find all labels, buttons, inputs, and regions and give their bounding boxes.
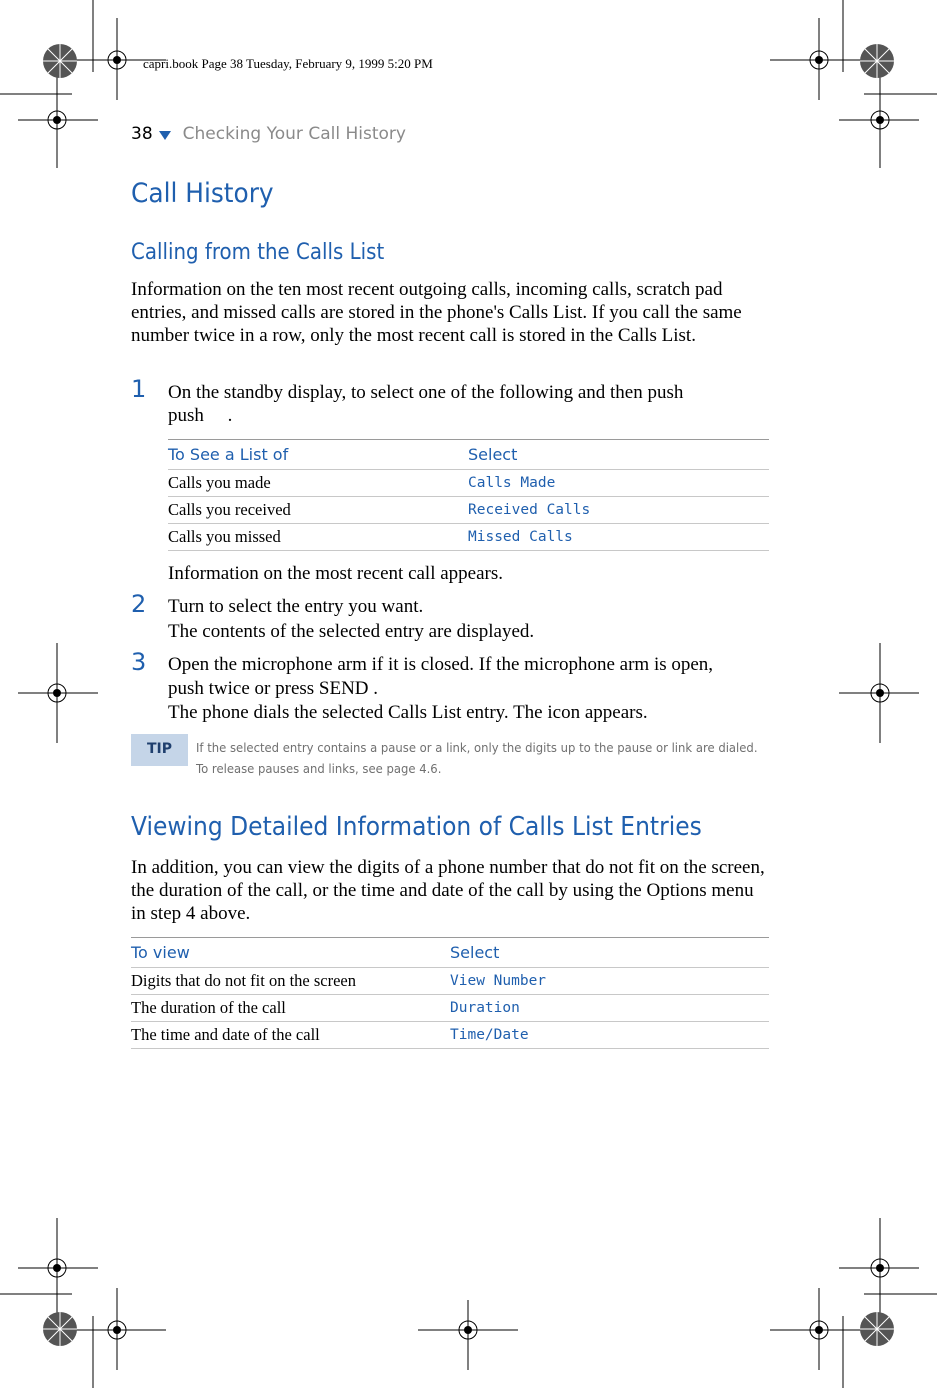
page-number: 38 xyxy=(131,124,153,144)
section1-intro: Information on the ten most recent outgoing calls, incoming calls, scratch pad entries, and missed calls are stored in the phone's Calls List. If you call the same number twice in a row, only the most recent call is stored in the Calls List. xyxy=(131,279,742,346)
after-table-text: Information on the most recent call appears. xyxy=(168,563,504,584)
calls-list-table xyxy=(168,439,769,551)
table-row xyxy=(131,1022,769,1049)
table-row xyxy=(168,470,769,497)
step-number: 2 xyxy=(131,590,147,618)
step-number: 3 xyxy=(131,648,147,676)
page-title: Call History xyxy=(131,178,274,209)
column-header: To view xyxy=(131,938,450,968)
step-number: 1 xyxy=(131,375,147,403)
table-row xyxy=(168,524,769,551)
table-row xyxy=(131,995,769,1022)
step-text: push twice or press SEND . xyxy=(168,678,379,699)
running-header xyxy=(131,124,406,144)
triangle-bullet-icon xyxy=(159,131,171,140)
tip-text xyxy=(196,737,771,779)
tip-line: To release pauses and links, see page 4.6. xyxy=(196,761,442,776)
step-text: On the standby display, to select one of the following and then push xyxy=(168,382,684,403)
menu-option: Duration xyxy=(450,995,769,1022)
table-cell: Digits that do not fit on the screen xyxy=(131,968,450,995)
table-cell: Calls you made xyxy=(168,470,468,497)
step-text: Turn to select the entry you want. xyxy=(168,596,424,617)
section1-heading: Calling from the Calls List xyxy=(131,240,385,265)
table-cell: The duration of the call xyxy=(131,995,450,1022)
menu-option: Calls Made xyxy=(468,470,769,497)
menu-option: Time/Date xyxy=(450,1022,769,1049)
table-row xyxy=(168,497,769,524)
step-text: Open the microphone arm if it is closed. If the microphone arm is open, xyxy=(168,654,714,675)
step-text: push . xyxy=(168,405,233,426)
section2-intro: In addition, you can view the digits of a phone number that do not fit on the screen, the duration of the call, or the time and date of the call by using the Options menu in step 4 above. xyxy=(131,857,765,924)
tip-line: If the selected entry contains a pause or a link, only the digits up to the pause or link are dialed. xyxy=(196,740,758,755)
table-cell: Calls you missed xyxy=(168,524,468,551)
menu-option: View Number xyxy=(450,968,769,995)
column-header: Select xyxy=(468,440,769,470)
section2-heading: Viewing Detailed Information of Calls List Entries xyxy=(131,812,702,842)
column-header: Select xyxy=(450,938,769,968)
menu-option: Missed Calls xyxy=(468,524,769,551)
table-cell: Calls you received xyxy=(168,497,468,524)
step-text: The phone dials the selected Calls List entry. The icon appears. xyxy=(168,702,648,723)
print-slug: capri.book Page 38 Tuesday, February 9, 1999 5:20 PM xyxy=(143,56,433,71)
tip-badge: TIP xyxy=(131,734,188,766)
step-text: The contents of the selected entry are displayed. xyxy=(168,621,535,642)
table-row xyxy=(131,968,769,995)
header-section-title: Checking Your Call History xyxy=(182,124,406,144)
table-cell: The time and date of the call xyxy=(131,1022,450,1049)
column-header: To See a List of xyxy=(168,440,468,470)
detail-options-table xyxy=(131,937,769,1049)
menu-option: Received Calls xyxy=(468,497,769,524)
